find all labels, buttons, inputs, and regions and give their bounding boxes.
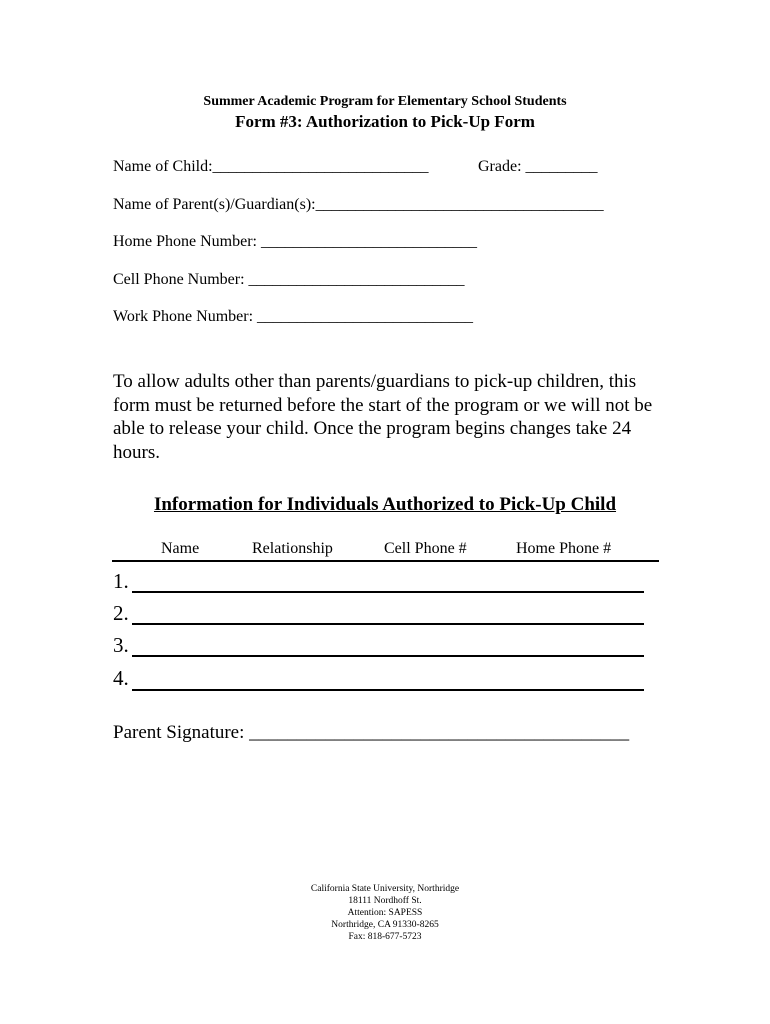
column-header-name: Name [161, 540, 200, 557]
child-name-field[interactable]: Name of Child:___________________________ [113, 158, 429, 175]
table-header-rule [112, 560, 659, 562]
cell-phone-field[interactable]: Cell Phone Number: ___________________________ [113, 271, 465, 288]
footer-address-line: 18111 Nordhoff St. [348, 896, 422, 906]
footer-address-line: Attention: SAPESS [347, 908, 423, 918]
pickup-row-number: 3. [113, 633, 129, 657]
section-title: Information for Individuals Authorized to Pick-Up Child [153, 494, 617, 515]
pickup-row-number: 2. [113, 601, 129, 625]
pickup-row-line[interactable] [132, 655, 644, 657]
footer-address-line: Northridge, CA 91330-8265 [331, 920, 439, 930]
parent-name-field[interactable]: Name of Parent(s)/Guardian(s):____________________________________ [113, 196, 604, 213]
pickup-policy-paragraph: To allow adults other than parents/guardians to pick-up children, this form must be returned before the start of the program or we will not be able to release your child. Once the program begins changes take 24 hours. [113, 371, 653, 463]
grade-field[interactable]: Grade: _________ [478, 158, 598, 175]
footer-fax-line: Fax: 818-677-5723 [348, 932, 422, 942]
program-subtitle: Summer Academic Program for Elementary School Students [203, 94, 567, 109]
pickup-row-line[interactable] [132, 591, 644, 593]
column-header-cell-phone: Cell Phone # [384, 540, 467, 557]
pickup-row-number: 4. [113, 666, 129, 690]
column-header-home-phone: Home Phone # [516, 540, 612, 557]
pickup-row-line[interactable] [132, 623, 644, 625]
form-title: Form #3: Authorization to Pick-Up Form [235, 112, 535, 131]
home-phone-field[interactable]: Home Phone Number: ___________________________ [113, 233, 477, 250]
pickup-row-line[interactable] [132, 689, 644, 691]
footer-address-line: California State University, Northridge [310, 884, 460, 894]
work-phone-field[interactable]: Work Phone Number: ___________________________ [113, 308, 474, 325]
column-header-relationship: Relationship [252, 540, 333, 557]
pickup-row-number: 1. [113, 569, 129, 593]
parent-signature-field[interactable]: Parent Signature: ________________________________________ [113, 722, 630, 743]
